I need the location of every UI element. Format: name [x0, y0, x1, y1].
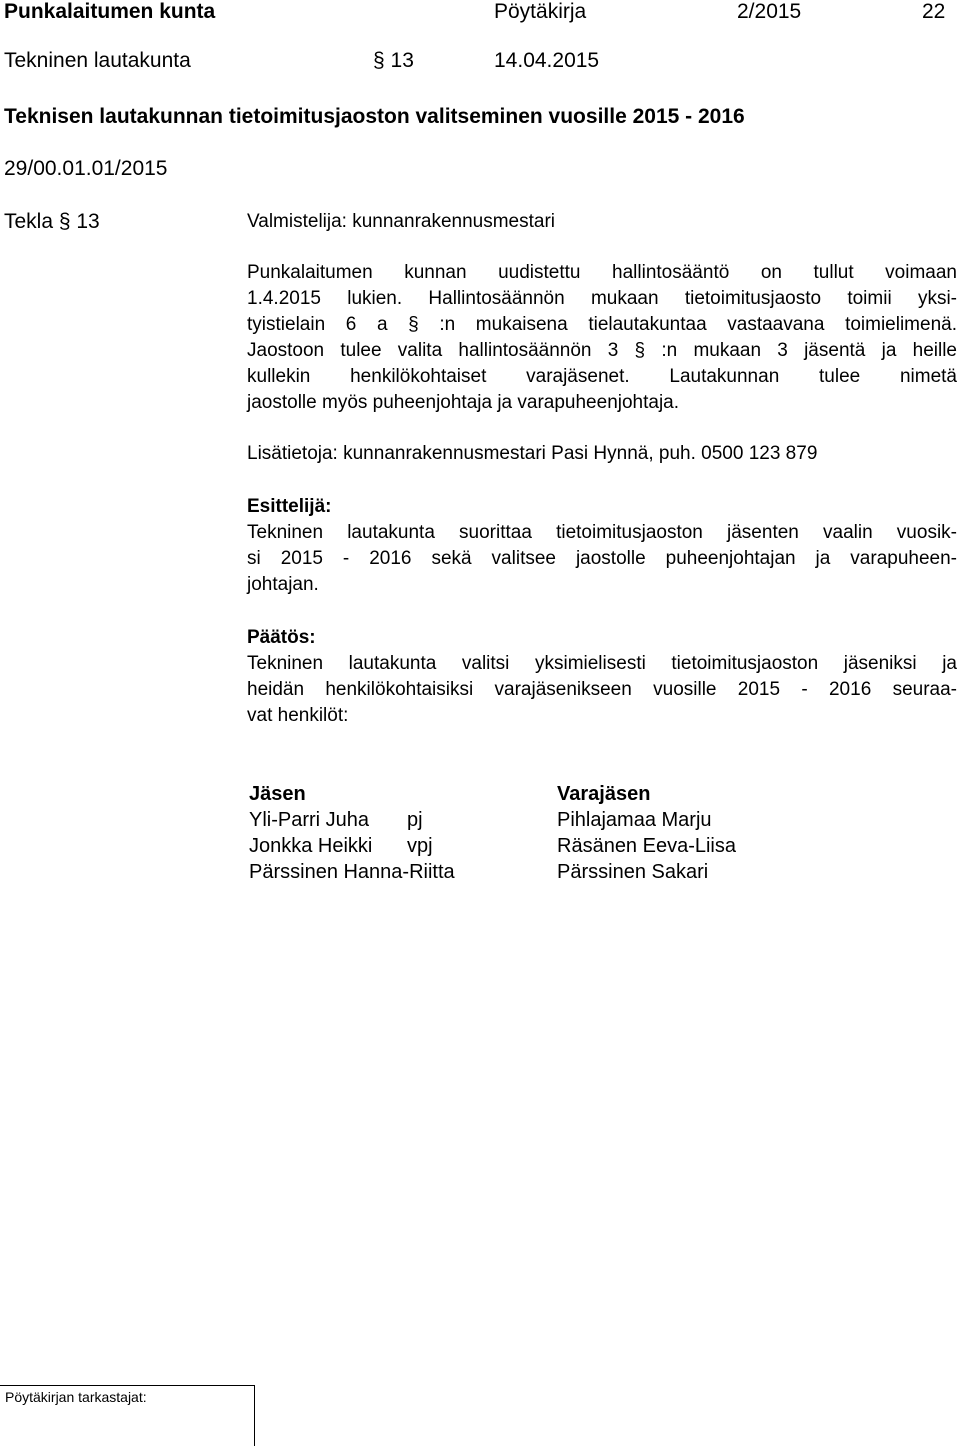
member-column-header: Jäsen [249, 783, 306, 805]
decision-line: Tekninen lautakunta valitsi yksimielisesti tietoimitusjaoston jäseniksi ja [247, 653, 957, 674]
case-id: Tekla § 13 [4, 210, 100, 233]
meeting-date: 14.04.2015 [494, 49, 600, 72]
presenter-line: Tekninen lautakunta suorittaa tietoimitusjaoston jäsenten vaalin vuosik- [247, 522, 957, 543]
decision-line: vat henkilöt: [247, 705, 349, 726]
decision-line: heidän henkilökohtaisiksi varajäsenikseen vuosille 2015 - 2016 seuraa- [247, 679, 957, 700]
decision-label: Päätös: [247, 627, 316, 648]
member-name: Jonkka Heikki [249, 835, 373, 857]
reviewers-box [0, 1385, 255, 1446]
presenter-line: johtajan. [247, 574, 319, 595]
member-role: pj [407, 809, 423, 831]
member-name: Pärssinen Hanna-Riitta [249, 861, 455, 883]
document-number: 2/2015 [737, 0, 802, 23]
role-column [407, 781, 433, 885]
preparer: Valmistelija: kunnanrakennusmestari [247, 211, 556, 232]
background-paragraph [247, 260, 957, 416]
contact-info: Lisätietoja: kunnanrakennusmestari Pasi Hynnä, puh. 0500 123 879 [247, 443, 818, 464]
paragraph-line: Punkalaitumen kunnan uudistettu hallintosääntö on tullut voimaan [247, 262, 957, 283]
presenter-label: Esittelijä: [247, 496, 332, 517]
reviewers-label: Pöytäkirjan tarkastajat: [5, 1389, 147, 1405]
member-role: vpj [407, 835, 433, 857]
paragraph-line: Jaostoon tulee valita hallintosäännön 3 § :n mukaan 3 jäsentä ja heille [247, 340, 957, 361]
member-role [407, 859, 433, 885]
section-number: § 13 [373, 49, 414, 72]
document-type: Pöytäkirja [494, 0, 587, 23]
municipality-name: Punkalaitumen kunta [4, 0, 216, 23]
page-title: Teknisen lautakunnan tietoimitusjaoston valitseminen vuosille 2015 - 2016 [4, 105, 745, 128]
deputy-column [557, 781, 736, 885]
presenter-line: si 2015 - 2016 sekä valitsee jaostolle puheenjohtajan ja varapuheen- [247, 548, 957, 569]
deputy-column-header: Varajäsen [557, 783, 651, 805]
deputy-name: Pihlajamaa Marju [557, 809, 712, 831]
page-number: 22 [922, 0, 946, 23]
paragraph-line: kullekin henkilökohtaiset varajäsenet. Lautakunnan tulee nimetä [247, 366, 957, 387]
presenter-section [247, 494, 957, 598]
paragraph-line: jaostolle myös puheenjohtaja ja varapuheenjohtaja. [247, 392, 680, 413]
paragraph-line: 1.4.2015 lukien. Hallintosäännön mukaan tietoimitusjaosto toimii yksi- [247, 288, 957, 309]
committee-name: Tekninen lautakunta [4, 49, 191, 72]
paragraph-line: tyistielain 6 a § :n mukaisena tielautakuntaa vastaavana toimielimenä. [247, 314, 957, 335]
record-number: 29/00.01.01/2015 [4, 157, 168, 180]
member-name: Yli-Parri Juha [249, 809, 370, 831]
deputy-name: Pärssinen Sakari [557, 861, 709, 883]
deputy-name: Räsänen Eeva-Liisa [557, 835, 736, 857]
decision-section [247, 625, 957, 729]
